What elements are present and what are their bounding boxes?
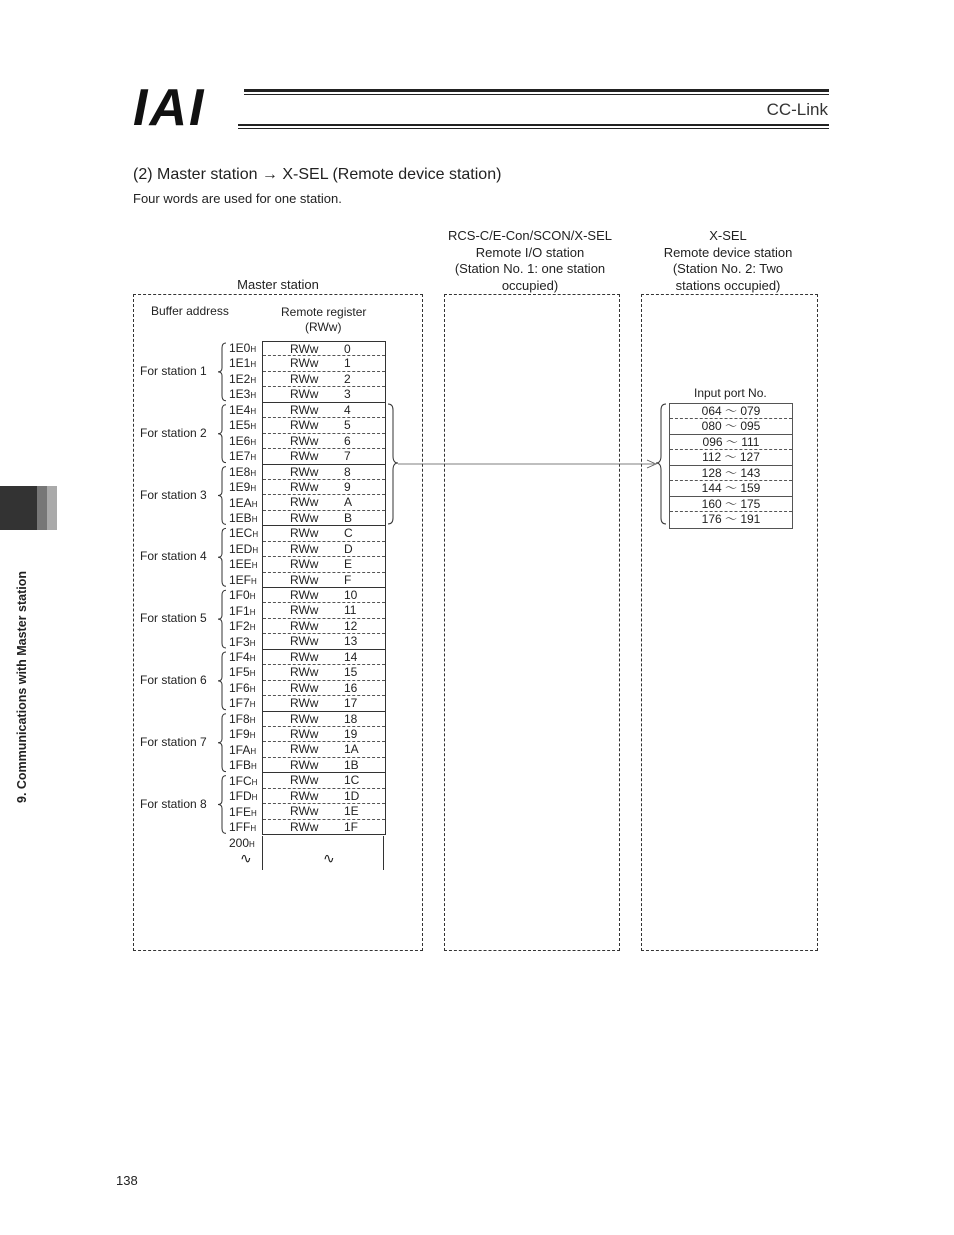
register-row [263, 712, 385, 727]
hex-suffix: H [251, 762, 257, 772]
register-row [263, 495, 385, 510]
buffer-address-value: 1E2 [229, 371, 251, 386]
station-brace [218, 343, 226, 401]
hex-suffix: H [250, 391, 257, 401]
register-row [263, 742, 385, 757]
rcs-heading-line3: (Station No. 1: one station [454, 261, 606, 276]
xsel-heading-line2: Remote device station [663, 244, 793, 260]
register-type: RWw [290, 449, 319, 464]
buffer-address-value: 1FC [229, 773, 252, 788]
hex-suffix: H [250, 468, 257, 478]
station-label: For station 6 [140, 672, 207, 687]
station-label: For station 8 [140, 796, 207, 811]
register-type: RWw [290, 819, 319, 834]
buffer-address [229, 789, 257, 804]
hex-suffix: H [250, 406, 257, 416]
station-braces [214, 340, 230, 840]
input-port-row: 144 〜 159 [670, 481, 792, 496]
register-number: 17 [344, 696, 358, 711]
hex-suffix: H [249, 669, 256, 679]
register-type: RWw [290, 788, 319, 803]
buffer-address [229, 805, 257, 820]
product-name: CC-Link [766, 100, 828, 119]
input-port-row: 160 〜 175 [670, 497, 792, 512]
hex-suffix: H [250, 345, 257, 354]
buffer-address-value: 1F9 [229, 727, 250, 742]
buffer-address [229, 774, 257, 789]
input-port-label: Input port No. [694, 386, 767, 400]
buffer-address [229, 449, 256, 464]
buffer-address [229, 557, 257, 572]
station-label: For station 5 [140, 611, 207, 626]
station-label: For station 2 [140, 425, 207, 440]
remote-io-station-box [444, 294, 620, 951]
register-type: RWw [290, 356, 319, 371]
buffer-address-value: 1F8 [229, 711, 250, 726]
register-type: RWw [290, 342, 319, 356]
register-type: RWw [290, 726, 319, 741]
buffer-address-value: 1E4 [229, 402, 251, 417]
buffer-address-value: 1FA [229, 742, 251, 757]
register-table [262, 341, 386, 835]
hex-suffix: H [249, 731, 256, 741]
hex-suffix: H [249, 638, 256, 648]
buffer-address-value: 1E0 [229, 341, 251, 355]
register-type: RWw [290, 696, 319, 711]
station-label: For station 3 [140, 487, 207, 502]
buffer-address-value: 1E8 [229, 464, 251, 479]
hex-suffix: H [250, 360, 257, 370]
register-number: D [344, 541, 353, 556]
buffer-address-label: Buffer address [151, 304, 229, 318]
register-number: B [344, 510, 353, 525]
register-number: 12 [344, 618, 358, 633]
buffer-address-value: 1EC [229, 526, 253, 541]
register-row [263, 665, 385, 680]
header-rule-thick [244, 89, 829, 92]
buffer-address [229, 635, 255, 650]
xsel-heading-line1: X-SEL [709, 228, 747, 243]
buffer-address [229, 820, 256, 835]
hex-suffix: H [249, 715, 256, 725]
section-subtitle: Four words are used for one station. [133, 191, 342, 206]
register-number: E [344, 557, 353, 572]
rcs-heading-line1: RCS-C/E-Con/SCON/X-SEL [448, 228, 612, 243]
register-number: 4 [344, 402, 351, 417]
chapter-side-label: 9. Communications with Master station [15, 571, 29, 803]
hex-suffix: H [249, 592, 256, 602]
hex-suffix: H [251, 499, 258, 509]
buffer-address-value: 1ED [229, 541, 253, 556]
register-row [263, 727, 385, 742]
register-row [263, 542, 385, 557]
register-number: 2 [344, 371, 351, 386]
chapter-tab-dark [0, 486, 37, 530]
register-type: RWw [290, 479, 319, 494]
register-number: 11 [344, 603, 357, 618]
station-brace [218, 590, 226, 648]
register-number: 8 [344, 464, 351, 479]
hex-suffix: H [251, 514, 258, 524]
hex-suffix: H [250, 375, 257, 385]
register-number: 19 [344, 726, 358, 741]
register-row [263, 820, 385, 835]
master-heading: Master station [237, 277, 319, 292]
buffer-address-value: 1F3 [229, 634, 250, 649]
buffer-address [229, 588, 255, 603]
register-type: RWw [290, 757, 319, 772]
register-type: RWw [290, 371, 319, 386]
register-type: RWw [290, 773, 319, 788]
table-right-continuation [383, 836, 384, 870]
buffer-address-value: 1F1 [229, 603, 250, 618]
buffer-address-value: 1E9 [229, 480, 251, 495]
buffer-address-value: 1E7 [229, 449, 251, 464]
page-number: 138 [116, 1173, 138, 1188]
register-number: 14 [344, 649, 358, 664]
hex-suffix: H [251, 576, 257, 586]
register-type: RWw [290, 603, 319, 618]
register-row [263, 681, 385, 696]
buffer-address [229, 727, 255, 742]
register-number: 1F [344, 819, 359, 834]
buffer-address [229, 511, 257, 526]
register-row [263, 758, 385, 773]
buffer-address-value: 1F6 [229, 680, 250, 695]
end-address-hex-suffix: H [249, 840, 255, 849]
register-row [263, 588, 385, 603]
buffer-address-value: 1FD [229, 789, 252, 804]
buffer-address [229, 681, 255, 696]
buffer-address-value: 1EA [229, 495, 252, 510]
register-type: RWw [290, 464, 319, 479]
rcs-heading-line2: Remote I/O station [475, 244, 585, 260]
register-number: 1B [344, 757, 359, 772]
station-brace [218, 652, 226, 710]
register-type: RWw [290, 804, 319, 819]
buffer-address-value: 1F7 [229, 696, 250, 711]
register-type: RWw [290, 526, 319, 541]
hex-suffix: H [252, 530, 259, 540]
register-row [263, 603, 385, 618]
input-port-row: 064 〜 079 [670, 404, 792, 419]
register-number: 1C [344, 773, 360, 788]
register-type: RWw [290, 665, 319, 680]
header-rule-bottom [238, 124, 829, 126]
register-type: RWw [290, 649, 319, 664]
input-port-row: 112 〜 127 [670, 450, 792, 465]
buffer-address-value: 1F4 [229, 650, 250, 664]
buffer-address [229, 573, 257, 588]
buffer-address [229, 480, 256, 495]
input-port-row: 176 〜 191 [701, 512, 761, 527]
buffer-address-value: 1EB [229, 510, 252, 525]
hex-suffix: H [250, 453, 257, 463]
register-row [263, 465, 385, 480]
register-number: 13 [344, 634, 358, 649]
register-row [263, 619, 385, 634]
station-brace [218, 528, 226, 586]
hex-suffix: H [249, 700, 256, 710]
station-brace [218, 776, 226, 834]
register-type: RWw [290, 634, 319, 649]
station-brace [218, 467, 226, 525]
buffer-address [229, 418, 256, 433]
address-continuation-mark: ∿ [240, 850, 252, 866]
register-number: 1D [344, 788, 360, 803]
buffer-address-value: 1F0 [229, 588, 250, 603]
register-number: 0 [344, 342, 351, 356]
buffer-address-value: 1EF [229, 572, 252, 587]
section-title: (2) Master station → X-SEL (Remote device station) [133, 166, 502, 183]
register-continuation-mark: ∿ [323, 850, 335, 866]
register-type: RWw [290, 510, 319, 525]
register-row [263, 434, 385, 449]
buffer-address-value: 1FE [229, 804, 252, 819]
station-label: For station 4 [140, 549, 207, 564]
buffer-address [229, 619, 255, 634]
register-row [263, 696, 385, 711]
hex-suffix: H [250, 746, 257, 756]
hex-suffix: H [252, 545, 259, 555]
register-type: RWw [290, 680, 319, 695]
buffer-address-value: 1FB [229, 758, 252, 773]
buffer-address [229, 372, 256, 387]
register-number: A [344, 495, 353, 510]
register-row [263, 356, 385, 371]
chapter-tab-light [47, 486, 57, 530]
buffer-address-value: 1E1 [229, 356, 251, 371]
register-row [263, 804, 385, 819]
rcs-heading-line4: occupied) [501, 277, 559, 293]
register-row [263, 526, 385, 541]
hex-suffix: H [249, 607, 256, 617]
buffer-address [229, 434, 256, 449]
register-number: 1A [344, 742, 359, 757]
register-row [263, 341, 385, 356]
buffer-address-value: 1E5 [229, 418, 251, 433]
buffer-address [229, 403, 256, 418]
buffer-address [229, 743, 256, 758]
register-type: RWw [290, 495, 319, 510]
header-rule-bottom-thin [238, 128, 829, 129]
buffer-address [229, 542, 258, 557]
hex-suffix: H [249, 623, 256, 633]
register-number: 5 [344, 418, 351, 433]
register-row [263, 557, 385, 572]
register-row [263, 449, 385, 464]
header-rule-thin [244, 94, 829, 95]
register-type: RWw [290, 387, 319, 402]
register-type: RWw [290, 618, 319, 633]
register-number: C [344, 526, 353, 541]
hex-suffix: H [250, 422, 257, 432]
end-address-value: 200 [229, 836, 250, 850]
buffer-address [229, 465, 256, 480]
station-brace [218, 405, 226, 463]
buffer-address [229, 496, 257, 511]
register-row [263, 789, 385, 804]
buffer-address [229, 696, 255, 711]
hex-suffix: H [251, 808, 257, 818]
register-number: 3 [344, 387, 351, 402]
buffer-address [229, 356, 256, 371]
buffer-address [229, 387, 256, 402]
register-row [263, 650, 385, 665]
buffer-address-value: 1F2 [229, 619, 250, 634]
buffer-address-value: 1FF [229, 819, 251, 834]
register-number: 16 [344, 680, 358, 695]
register-row [263, 634, 385, 649]
register-type: RWw [290, 742, 319, 757]
register-number: 10 [344, 588, 358, 602]
register-type: RWw [290, 541, 319, 556]
register-type: RWw [290, 572, 319, 587]
mapping-arrow [384, 400, 664, 530]
rcs-heading [430, 228, 630, 294]
remote-register-label: Remote register [281, 305, 367, 319]
chapter-tab-mid [37, 486, 47, 530]
station-brace [218, 714, 226, 772]
buffer-address-value: 1E3 [229, 387, 251, 402]
input-port-row: 080 〜 095 [670, 419, 792, 434]
remote-register-sub: (RWw) [305, 320, 342, 334]
buffer-address-value: 1E6 [229, 433, 251, 448]
xsel-heading-line3: (Station No. 2: Two [672, 261, 784, 276]
end-address [229, 836, 255, 850]
register-number: 18 [344, 711, 358, 726]
register-type: RWw [290, 418, 319, 433]
buffer-address [229, 526, 258, 541]
port-brace [652, 400, 670, 530]
register-type: RWw [290, 557, 319, 572]
register-type: RWw [290, 588, 319, 602]
register-number: 9 [344, 479, 351, 494]
register-row [263, 573, 385, 588]
hex-suffix: H [251, 777, 258, 787]
hex-suffix: H [250, 437, 257, 447]
hex-suffix: H [249, 684, 256, 694]
iai-logo: IAI [133, 79, 206, 137]
hex-suffix: H [249, 654, 256, 663]
register-row [263, 387, 385, 402]
register-row [263, 418, 385, 433]
buffer-address [229, 712, 255, 727]
register-type: RWw [290, 433, 319, 448]
register-row [263, 480, 385, 495]
station-label: For station 7 [140, 734, 207, 749]
buffer-address [229, 341, 256, 356]
buffer-address [229, 650, 255, 665]
register-type: RWw [290, 711, 319, 726]
input-port-row: 096 〜 111 [670, 435, 792, 450]
register-number: 15 [344, 665, 358, 680]
register-number: 1E [344, 804, 359, 819]
register-number: 1 [344, 356, 351, 371]
input-port-row: 128 〜 143 [670, 466, 792, 481]
station-label: For station 1 [140, 363, 207, 378]
buffer-address [229, 758, 257, 773]
buffer-address-value: 1F5 [229, 665, 250, 680]
register-row [263, 511, 385, 526]
register-number: 6 [344, 433, 351, 448]
table-left-continuation [262, 836, 263, 870]
register-row [263, 773, 385, 788]
register-row [263, 372, 385, 387]
xsel-heading [638, 228, 818, 294]
hex-suffix: H [251, 793, 258, 803]
buffer-address-value: 1EE [229, 557, 252, 572]
register-row [263, 403, 385, 418]
input-port-table [669, 403, 793, 529]
register-type: RWw [290, 402, 319, 417]
buffer-address [229, 604, 255, 619]
register-number: 7 [344, 449, 351, 464]
xsel-heading-line4: stations occupied) [675, 277, 781, 293]
buffer-address [229, 665, 255, 680]
hex-suffix: H [251, 561, 258, 571]
register-number: F [344, 572, 352, 587]
hex-suffix: H [250, 484, 257, 494]
hex-suffix: H [250, 823, 257, 833]
